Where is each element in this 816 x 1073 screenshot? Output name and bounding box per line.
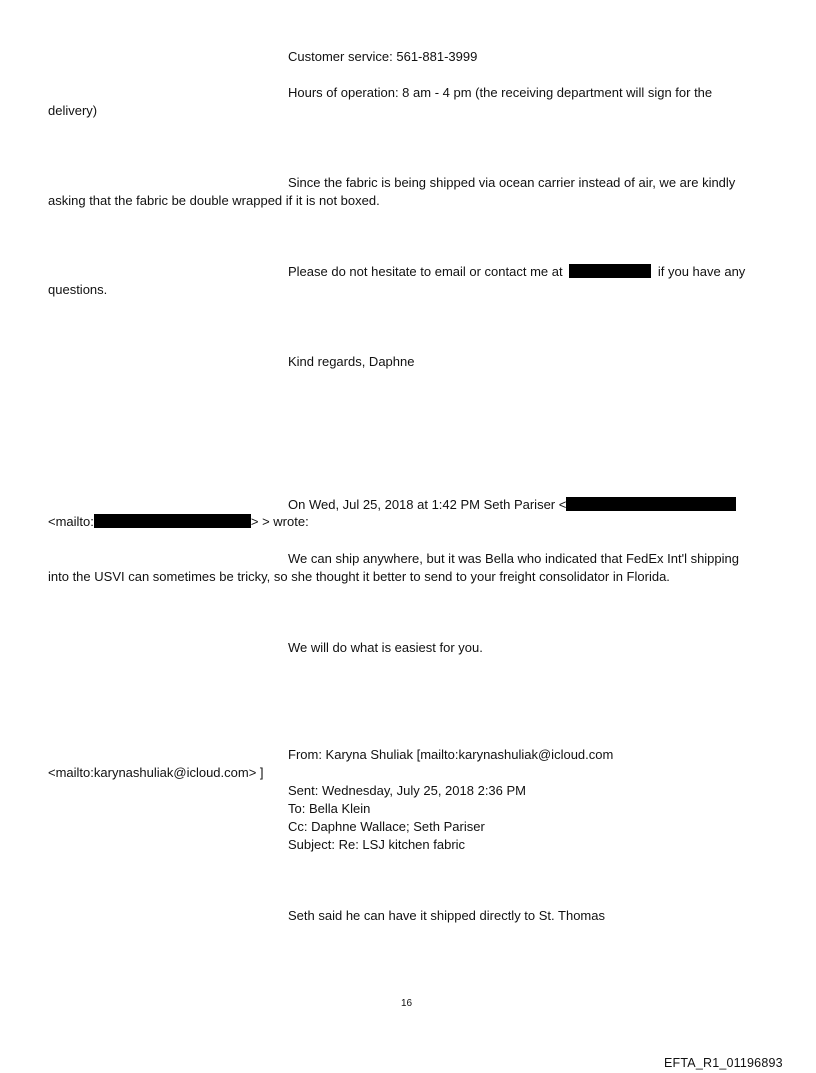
redaction-block <box>566 497 736 511</box>
document-id: EFTA_R1_01196893 <box>664 1056 783 1070</box>
seth-message-line-continued: into the USVI can sometimes be tricky, so she thought it better to send to your freight consolidator in Florida. <box>48 569 670 584</box>
subject-line: Subject: Re: LSJ kitchen fabric <box>288 837 466 852</box>
sent-line: Sent: Wednesday, July 25, 2018 2:36 PM <box>288 783 526 798</box>
seth-said-line: Seth said he can have it shipped directly to St. Thomas <box>288 908 605 923</box>
contact-line <box>288 263 745 280</box>
from-mailto-line: <mailto:karynashuliak@icloud.com> ] <box>48 765 264 780</box>
page-number: 16 <box>401 998 413 1009</box>
reply-header-text: On Wed, Jul 25, 2018 at 1:42 PM Seth Pariser < <box>288 497 567 512</box>
reply-header <box>288 496 736 513</box>
reply-mailto-line <box>48 513 309 530</box>
contact-line-continued: questions. <box>48 282 108 297</box>
mailto-prefix: <mailto: <box>48 514 94 529</box>
contact-text: Please do not hesitate to email or contact me at <box>288 264 563 279</box>
seth-easiest-line: We will do what is easiest for you. <box>288 640 483 655</box>
to-line: To: Bella Klein <box>288 801 371 816</box>
hours-line: Hours of operation: 8 am - 4 pm (the receiving department will sign for the <box>288 85 713 100</box>
cc-line: Cc: Daphne Wallace; Seth Pariser <box>288 819 485 834</box>
seth-message-line: We can ship anywhere, but it was Bella who indicated that FedEx Int'l shipping <box>288 551 739 566</box>
shipping-note-line: Since the fabric is being shipped via ocean carrier instead of air, we are kindly <box>288 175 736 190</box>
closing-signature: Kind regards, Daphne <box>288 354 415 369</box>
mailto-suffix: > > wrote: <box>250 514 309 529</box>
from-line: From: Karyna Shuliak [mailto:karynashuliak@icloud.com <box>288 747 614 762</box>
customer-service-line: Customer service: 561-881-3999 <box>288 49 478 64</box>
redaction-block <box>569 264 651 278</box>
shipping-note-line-continued: asking that the fabric be double wrapped if it is not boxed. <box>48 193 380 208</box>
redaction-block <box>94 514 251 528</box>
contact-text-after: if you have any <box>657 264 746 279</box>
hours-line-continued: delivery) <box>48 103 98 118</box>
